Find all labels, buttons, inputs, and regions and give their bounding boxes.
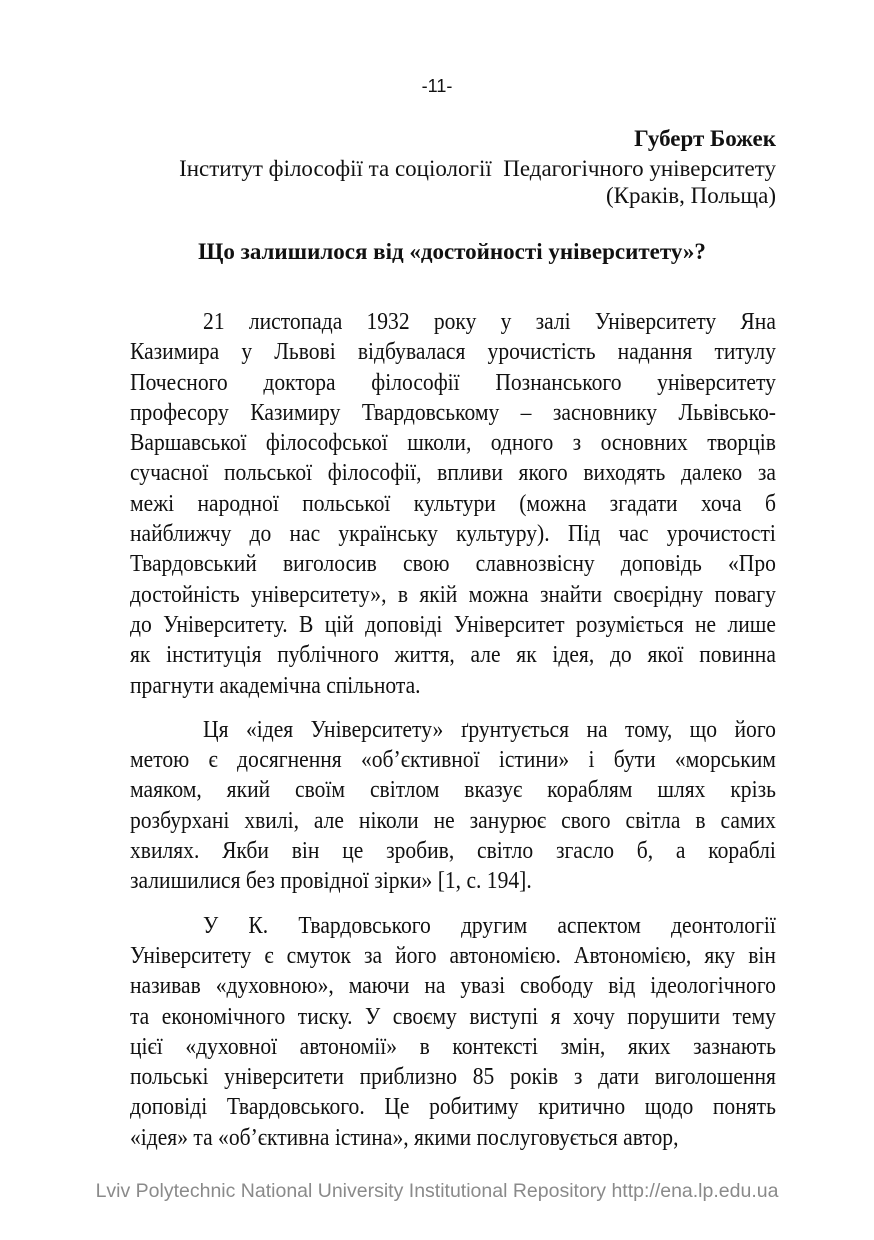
text-line: хвилях. Якби він це зробив, світло згасло б, а кораблі	[130, 837, 776, 865]
text-line: маяком, який своїм світлом вказує кораблям шлях крізь	[130, 776, 776, 804]
paragraph	[130, 911, 776, 1153]
text-line: польські університети приблизно 85 років з дати виголошення	[130, 1063, 776, 1091]
text-line: цієї «духовної автономії» в контексті змін, яких зазнають	[130, 1032, 776, 1060]
text-line: «ідея» та «об’єктивна істина», якими послуговується автор,	[130, 1123, 679, 1151]
text-line: називав «духовною», маючи на увазі свободу від ідеологічного	[130, 972, 776, 1000]
article-body	[130, 307, 776, 1153]
text-line: Почесного доктора філософії Познанського університету	[130, 368, 776, 396]
paragraph	[130, 715, 776, 897]
text-line: Твардовський виголосив свою славнозвісну доповідь «Про	[130, 550, 776, 578]
repository-footer: Lviv Polytechnic National University Institutional Repository http://ena.lp.edu.ua	[95, 1180, 779, 1202]
text-line: прагнути академічна спільнота.	[130, 671, 421, 699]
text-line: достойність університету», в якій можна знайти своєрідну повагу	[130, 580, 776, 608]
text-line: до Університету. В цій доповіді Університет розуміється не лише	[130, 610, 776, 638]
text-line: доповіді Твардовського. Це робитиму критично щодо понять	[130, 1093, 776, 1121]
author-affiliation: Інститут філософії та соціології Педагогічного університету	[179, 156, 776, 181]
text-line: залишилися без провідної зірки» [1, с. 194].	[130, 867, 532, 895]
page-number: -11-	[421, 76, 453, 96]
text-line: професору Казимиру Твардовському – засновнику Львівсько-	[130, 398, 776, 426]
text-line: 21 листопада 1932 року у залі Університету Яна	[203, 308, 776, 335]
text-line: розбурхані хвилі, але ніколи не занурює свого світла в самих	[130, 806, 776, 834]
text-line: межі народної польської культури (можна згадати хоча б	[130, 489, 776, 517]
paragraph	[130, 307, 776, 701]
text-line: та економічного тиску. У своєму виступі я хочу порушити тему	[130, 1002, 776, 1030]
text-line: Ця «ідея Університету» ґрунтується на тому, що його	[203, 715, 776, 743]
text-line: У К. Твардовського другим аспектом деонтології	[203, 911, 776, 939]
text-line: Університету є смуток за його автономією. Автономією, яку він	[130, 941, 776, 969]
text-line: Казимира у Львові відбувалася урочистість надання титулу	[130, 338, 776, 366]
text-line: найближчу до нас українську культуру). Під час урочистості	[130, 520, 776, 548]
article-title: Що залишилося від «достойності університету»?	[198, 239, 706, 264]
text-line: як інституція публічного життя, але як ідея, до якої повинна	[130, 641, 776, 669]
author-location: (Краків, Польща)	[606, 183, 776, 208]
text-line: метою є досягнення «об’єктивної істини» і бути «морським	[130, 746, 776, 774]
author-name: Губерт Божек	[634, 126, 776, 151]
text-line: сучасної польської філософії, впливи якого виходять далеко за	[130, 459, 776, 487]
text-line: Варшавської філософської школи, одного з основних творців	[130, 429, 776, 457]
